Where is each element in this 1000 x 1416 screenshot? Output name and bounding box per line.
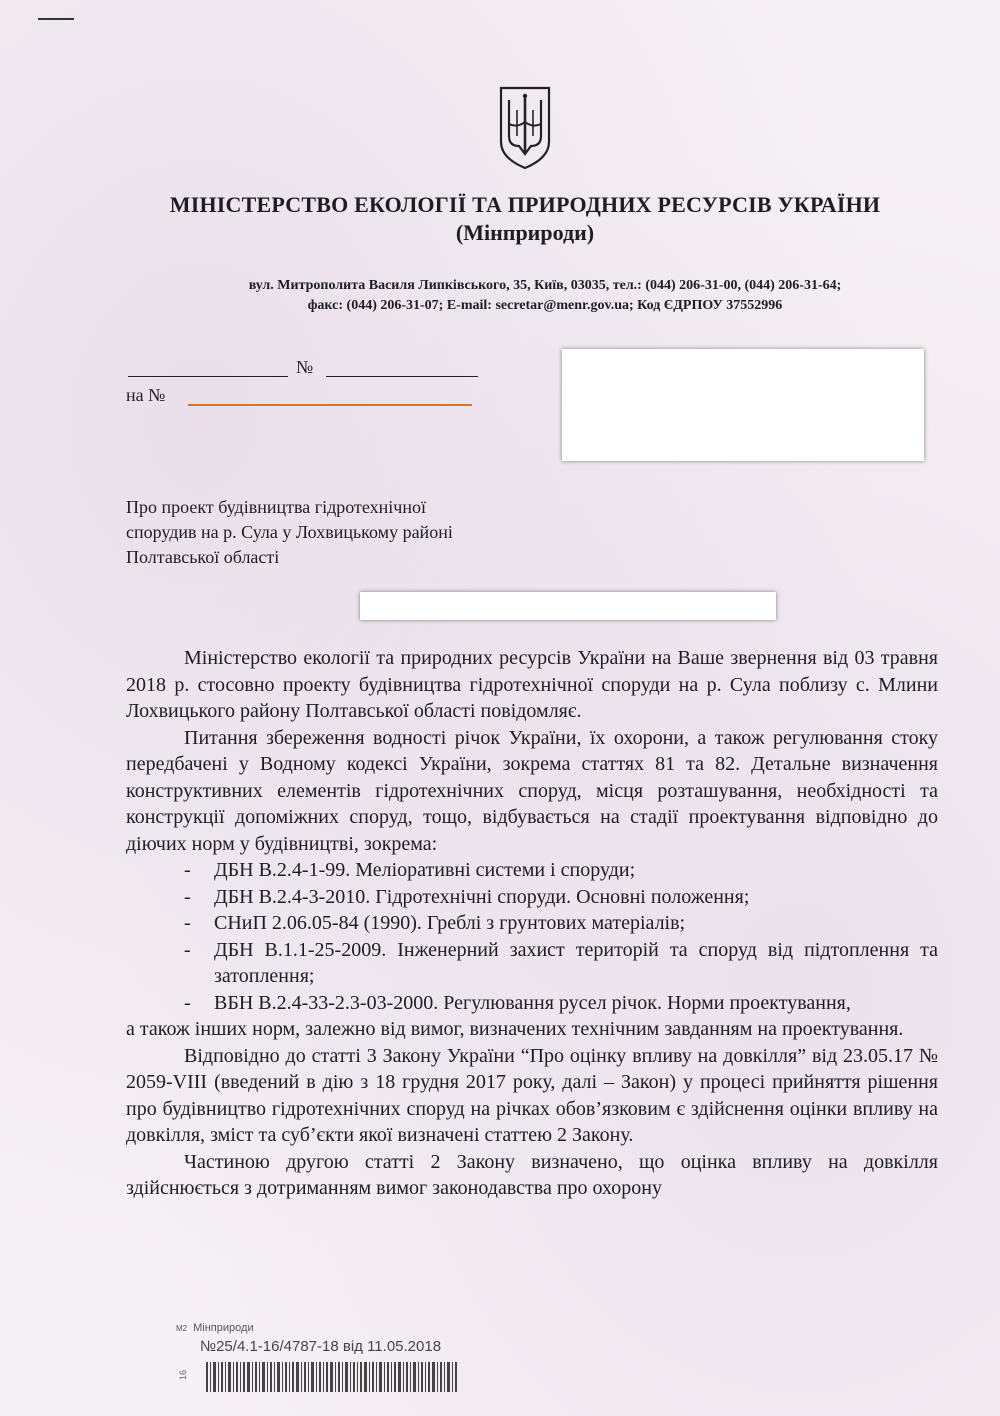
body-paragraph-2: Питання збереження водності річок України, їх охорони, а також регулювання стоку передбачені у Водному кодексі України, зокрема статтях 81 та 82. Детальне визначення конструктивних елементів гідротехнічних споруд, місця розташування, необхідності та конструкції допоміжних споруд, тощо, відбувається на стадії проектування відповідно до діючих норм у будівництві, зокрема: bbox=[126, 726, 938, 855]
ministry-name: МІНІСТЕРСТВО ЕКОЛОГІЇ ТА ПРИРОДНИХ РЕСУРСІВ УКРАЇНИ bbox=[169, 192, 881, 217]
registration-prefix: М2 bbox=[176, 1324, 188, 1333]
body-paragraph-5: Частиною другою статті 2 Закону визначено, що оцінка впливу на довкілля здійснюється з дотриманням вимог законодавства про охорону bbox=[126, 1150, 938, 1199]
body-paragraph-1: Міністерство екології та природних ресурсів України на Ваше звернення від 03 травня 2018 р. стосовно проекту будівництва гідротехнічної споруди на р. Сула поблизу с. Млини Лохвицького району Полтавської області повідомляє. bbox=[126, 647, 938, 722]
ministry-short-name: (Мінприроди) bbox=[455, 220, 595, 245]
letter-body bbox=[126, 645, 938, 1202]
subject-line-2: спорудив на р. Сула у Лохвицькому районі bbox=[126, 522, 453, 542]
subject-line-3: Полтавської області bbox=[126, 547, 280, 567]
norm-item: - ДБН В.2.4-3-2010. Гідротехнічні споруди. Основні положення; bbox=[184, 885, 750, 908]
number-sign: № bbox=[296, 357, 314, 377]
norm-text: ДБН В.2.4-3-2010. Гідротехнічні споруди. Основні положення; bbox=[214, 885, 750, 908]
reply-to-label: на № bbox=[126, 385, 166, 405]
body-paragraph-4: Відповідно до статті 3 Закону України “Про оцінку впливу на довкілля” від 23.05.17 № 2059-VIII (введений в дію з 18 грудня 2017 року, далі – Закон) у процесі прийняття рішення про будівництво гідротехнічних споруд на річках обов’язковим є здійснення оцінки впливу на довкілля, зміст та суб’єкти якої визначені статтею 2 Закону. bbox=[126, 1044, 938, 1146]
registration-number: №25/4.1-16/4787-18 від 11.05.2018 bbox=[200, 1338, 442, 1355]
norms-list bbox=[126, 857, 938, 1016]
contacts-line-2: факс: (044) 206-31-07; E-mail: secretar@menr.gov.ua; Код ЄДРПОУ 37552996 bbox=[307, 298, 783, 313]
norm-item: - ВБН В.2.4-33-2.3-03-2000. Регулювання русел річок. Норми проектування, bbox=[184, 991, 851, 1014]
outgoing-number-line bbox=[326, 376, 478, 377]
registration-org bbox=[176, 1322, 254, 1334]
contacts-line-1: вул. Митрополита Василя Липківського, 35, Київ, 03035, тел.: (044) 206-31-00, (044) 206-31-64; bbox=[248, 278, 842, 293]
subject-line-1: Про проект будівництва гідротехнічної bbox=[126, 497, 426, 517]
letter-subject bbox=[126, 495, 546, 570]
norm-item: - СНиП 2.06.05-84 (1990). Греблі з грунтових матеріалів; bbox=[184, 912, 686, 934]
barcode-icon bbox=[206, 1362, 458, 1392]
norm-text: ВБН В.2.4-33-2.3-03-2000. Регулювання русел річок. Норми проектування, bbox=[214, 991, 851, 1014]
trident-emblem-icon bbox=[497, 84, 553, 170]
norm-item: - ДБН В.2.4-1-99. Меліоративні системи і споруди; bbox=[184, 859, 636, 881]
corner-mark bbox=[38, 18, 74, 20]
body-paragraph-3: а також інших норм, залежно від вимог, визначених технічним завданням на проектування. bbox=[126, 1018, 904, 1040]
redacted-salutation bbox=[360, 592, 776, 620]
page-side-number: 16 bbox=[178, 1369, 189, 1381]
outgoing-date-line bbox=[128, 376, 288, 377]
reply-to-number-line bbox=[188, 404, 472, 406]
norm-text: ДБН В.2.4-1-99. Меліоративні системи і споруди; bbox=[214, 859, 636, 881]
registration-org-name: Мінприроди bbox=[193, 1322, 254, 1334]
norm-text: ДБН В.1.1-25-2009. Інженерний захист територій та споруд від підтоплення та затоплення; bbox=[214, 938, 938, 987]
norm-text: СНиП 2.06.05-84 (1990). Греблі з грунтових матеріалів; bbox=[214, 912, 686, 934]
ministry-contacts bbox=[130, 276, 960, 316]
norm-item: - ДБН В.1.1-25-2009. Інженерний захист територій та споруд від підтоплення та затоплення; bbox=[184, 938, 938, 987]
redacted-recipient bbox=[562, 349, 924, 461]
